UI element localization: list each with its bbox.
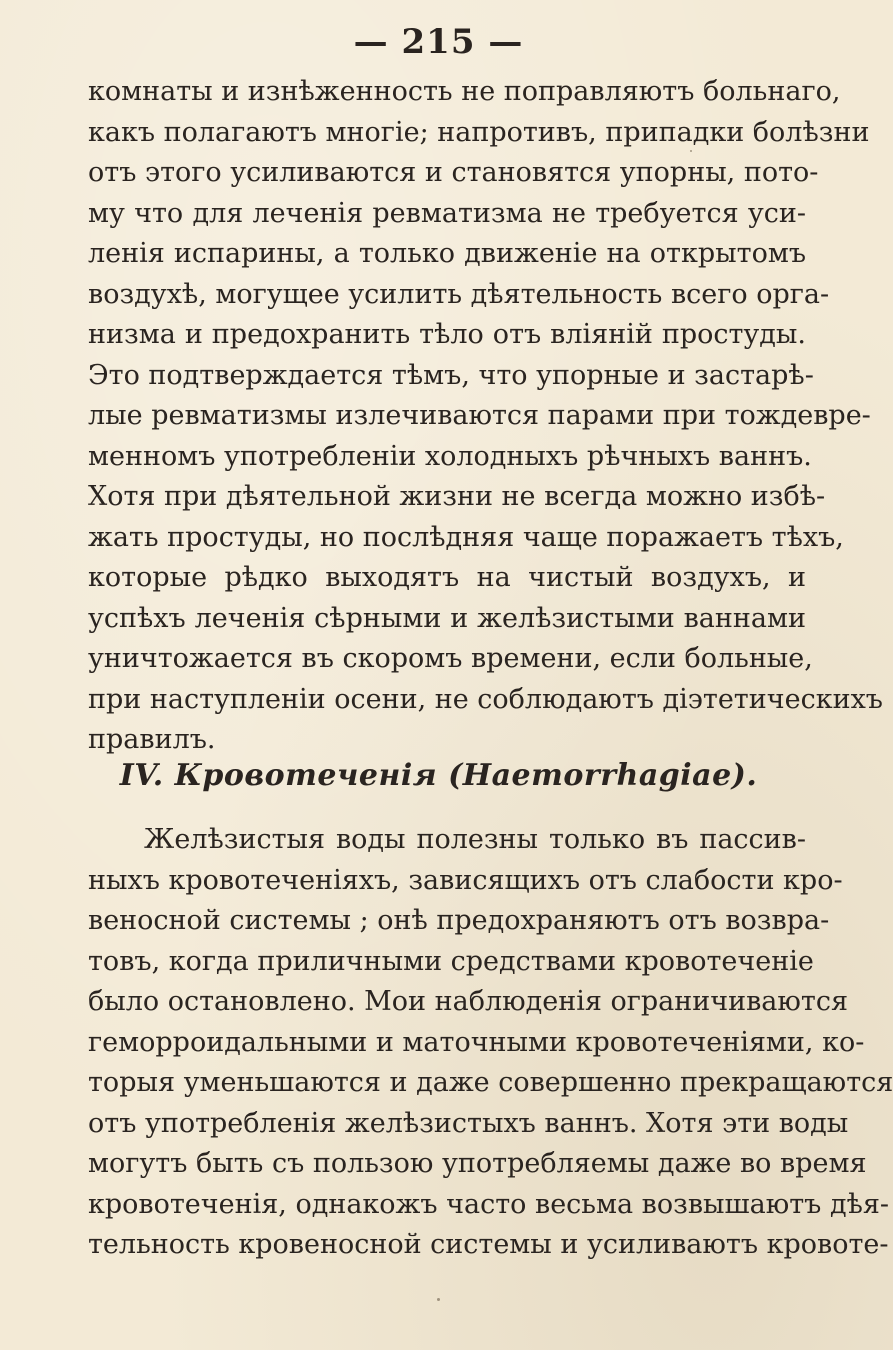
paper-speck xyxy=(437,1298,440,1301)
text-line: товъ, когда приличными средствами кровотеченіе xyxy=(88,945,814,977)
page-number: — 215 — xyxy=(353,22,524,62)
paragraph-rheumatism-continued xyxy=(88,72,883,761)
text-line: Желѣзистыя воды полезны только въ пассив- xyxy=(144,824,806,855)
text-line: ленія испарины, а только движеніе на открытомъ xyxy=(88,238,806,269)
text-line: было остановлено. Мои наблюденія ограничиваются xyxy=(88,986,848,1017)
text-line: воздухѣ, могущее усилить дѣятельность всего орга- xyxy=(88,278,830,310)
text-line: тельность кровеносной системы и усиливаютъ кровоте- xyxy=(88,1229,889,1260)
text-line: Это подтверждается тѣмъ, что упорные и застарѣ- xyxy=(88,359,814,391)
text-line: му что для леченія ревматизма не требуется уси- xyxy=(88,197,806,229)
text-line: менномъ употребленіи холодныхъ рѣчныхъ ваннъ. xyxy=(88,440,812,472)
text-line: кровотеченія, однакожъ часто весьма возвышаютъ дѣя- xyxy=(88,1188,890,1220)
text-line: могутъ быть съ пользою употребляемы даже во время xyxy=(88,1148,867,1179)
text-line: низма и предохранить тѣло отъ вліяній простуды. xyxy=(88,319,806,350)
text-line: какъ полагаютъ многіе; напротивъ, припадки болѣзни xyxy=(88,116,870,148)
text-line: лые ревматизмы излечиваются парами при тождевре- xyxy=(88,400,871,431)
text-line: уничтожается въ скоромъ времени, если больные, xyxy=(88,643,813,674)
text-line: Хотя при дѣятельной жизни не всегда можно избѣ- xyxy=(88,481,826,512)
paragraph-haemorrhagiae xyxy=(88,820,893,1266)
text-line: торыя уменьшаются и даже совершенно прекращаются xyxy=(88,1067,893,1098)
text-line: при наступленіи осени, не соблюдаютъ діэтетическихъ xyxy=(88,683,883,715)
text-line: отъ этого усиливаются и становятся упорны, пото- xyxy=(88,157,819,188)
text-line: правилъ. xyxy=(88,724,216,755)
text-line: геморроидальными и маточными кровотеченіями, ко- xyxy=(88,1026,865,1058)
text-line: жать простуды, но послѣдняя чаще поражаетъ тѣхъ, xyxy=(88,521,844,553)
section-heading: IV. Кровотеченія (Haemorrhagiae). xyxy=(119,758,758,793)
text-line: веносной системы ; онѣ предохраняютъ отъ возвра- xyxy=(88,905,830,936)
paper-speck xyxy=(690,150,692,152)
text-line: ныхъ кровотеченіяхъ, зависящихъ отъ слабости кро- xyxy=(88,864,843,896)
text-line: комнаты и изнѣженность не поправляютъ больнаго, xyxy=(88,76,841,107)
text-line: которые рѣдко выходятъ на чистый воздухъ, и xyxy=(88,562,806,593)
text-line: отъ употребленія желѣзистыхъ ваннъ. Хотя эти воды xyxy=(88,1107,849,1139)
text-line: успѣхъ леченія сѣрными и желѣзистыми ваннами xyxy=(88,602,806,634)
